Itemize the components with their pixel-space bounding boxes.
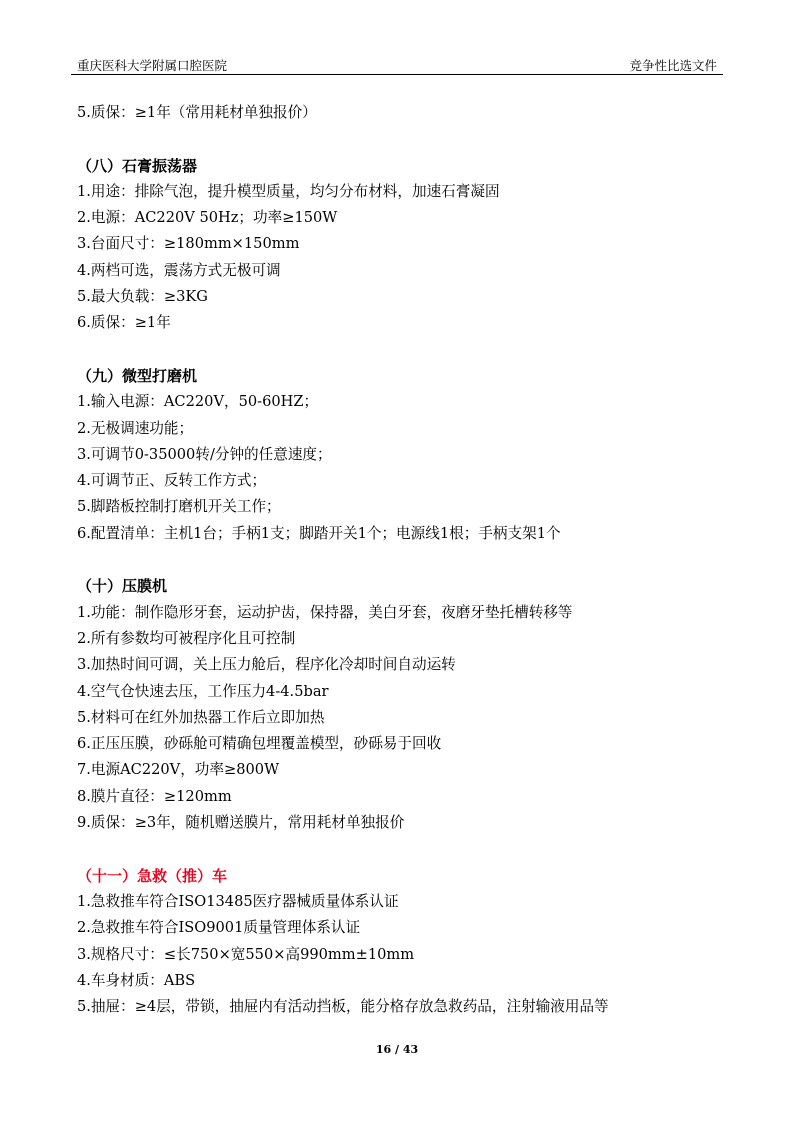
page-number: 16 / 43 (375, 1043, 419, 1056)
list-item: 8.膜片直径：≥120mm (77, 787, 232, 805)
warranty-line: 5.质保：≥1年（常用耗材单独报价） (77, 104, 317, 121)
section-heading-pressure-former: （十）压膜机 (77, 577, 168, 596)
list-item: 2.无极调速功能； (77, 419, 194, 437)
header-hospital-name: 重庆医科大学附属口腔医院 (77, 58, 228, 73)
list-item: 2.急救推车符合ISO9001质量管理体系认证 (77, 919, 361, 937)
list-item: 5.材料可在红外加热器工作后立即加热 (77, 708, 325, 726)
list-item: 1.急救推车符合ISO13485医疗器械质量体系认证 (77, 892, 399, 910)
list-item: 5.脚踏板控制打磨机开关工作； (77, 498, 281, 516)
list-item: 2.电源：AC220V 50Hz；功率≥150W (77, 209, 338, 227)
list-item: 9.质保：≥3年，随机赠送膜片，常用耗材单独报价 (77, 814, 405, 832)
list-item: 3.台面尺寸：≥180mm×150mm (77, 235, 300, 253)
section-heading-micro-grinder: （九）微型打磨机 (77, 366, 198, 385)
list-item: 6.正压压膜，砂砾舱可精确包埋覆盖模型，砂砾易于回收 (77, 735, 442, 753)
list-item: 1.输入电源：AC220V，50-60HZ； (77, 393, 319, 411)
list-item: 4.车身材质：ABS (77, 971, 196, 989)
list-item: 6.配置清单：主机1台；手柄1支；脚踏开关1个；电源线1根；手柄支架1个 (77, 524, 561, 542)
list-item: 5.抽屉：≥4层，带锁，抽屉内有活动挡板，能分格存放急救药品，注射输液用品等 (77, 998, 609, 1016)
page-header (71, 52, 723, 75)
header-document-title: 竞争性比选文件 (629, 58, 717, 73)
list-item: 3.规格尺寸：≤长750×宽550×高990mm±10mm (77, 945, 415, 963)
list-item: 4.空气仓快速去压，工作压力4-4.5bar (77, 682, 329, 700)
list-item: 4.可调节正、反转工作方式； (77, 472, 267, 490)
list-item: 4.两档可选，震荡方式无极可调 (77, 261, 281, 279)
list-item: 2.所有参数均可被程序化且可控制 (77, 629, 296, 647)
list-item: 3.可调节0-35000转/分钟的任意速度； (77, 445, 332, 463)
list-item: 5.最大负载：≥3KG (77, 288, 208, 306)
document-body (77, 100, 727, 1020)
list-item: 1.功能：制作隐形牙套，运动护齿，保持器，美白牙套，夜磨牙垫托槽转移等 (77, 603, 573, 621)
list-item: 1.用途：排除气泡，提升模型质量，均匀分布材料，加速石膏凝固 (77, 182, 500, 200)
section-heading-plaster-vibrator: （八）石膏振荡器 (77, 156, 198, 175)
list-item: 7.电源AC220V，功率≥800W (77, 761, 280, 779)
list-item: 3.加热时间可调，关上压力舱后，程序化冷却时间自动运转 (77, 656, 456, 674)
section-heading-emergency-cart: （十一）急救（推）车 (77, 866, 228, 885)
list-item: 6.质保：≥1年 (77, 314, 171, 332)
